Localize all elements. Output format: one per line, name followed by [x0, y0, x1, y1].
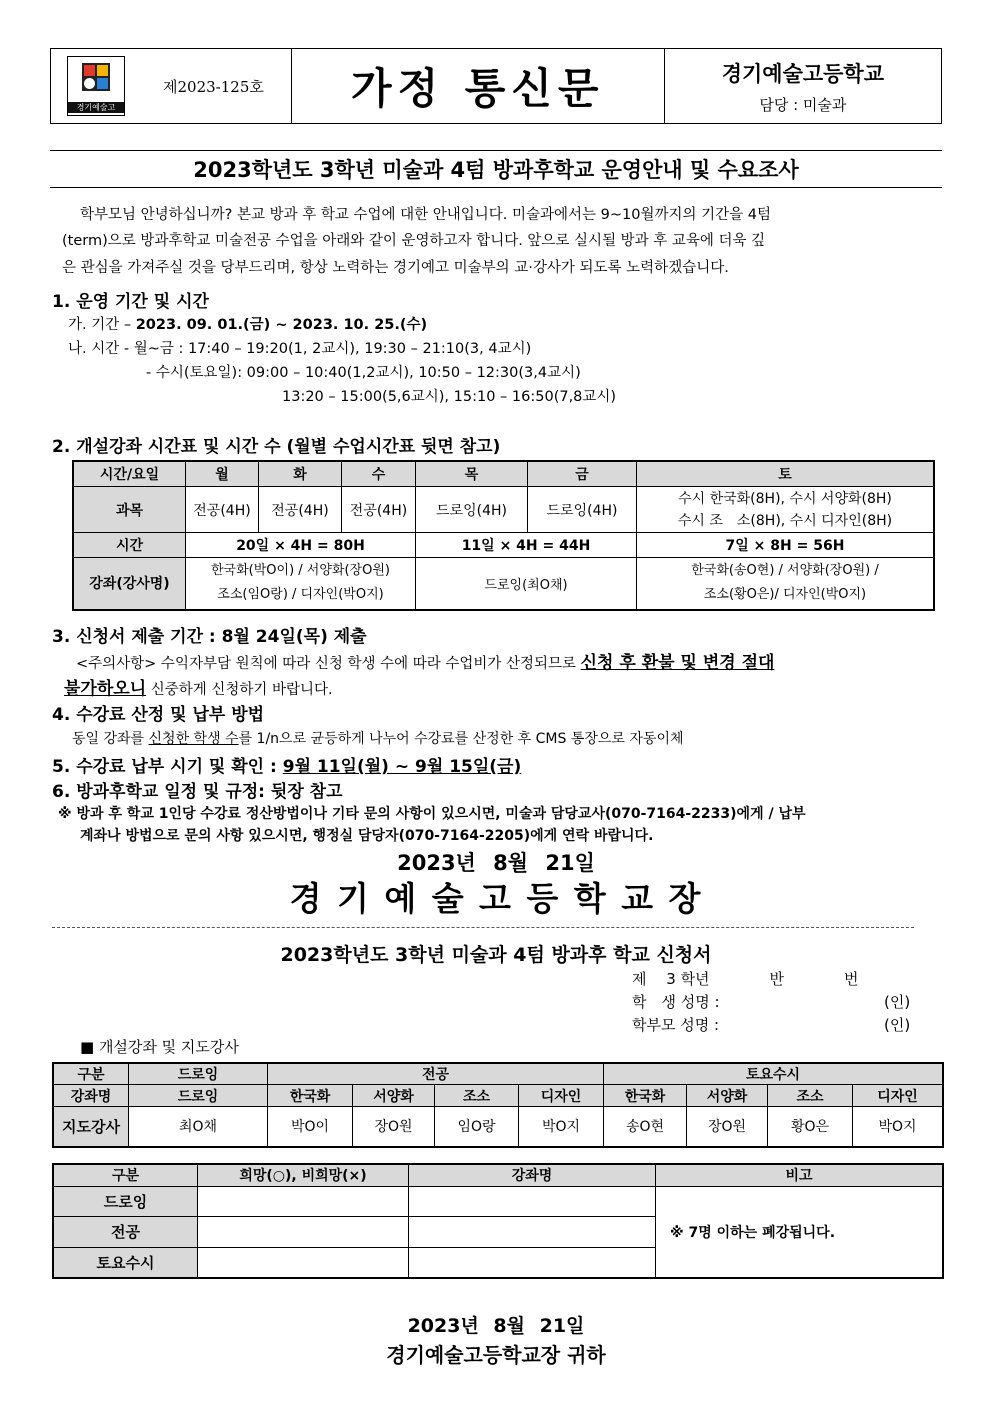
cut-line — [52, 927, 914, 928]
t2-row-header-teacher: 지도강사 — [53, 1107, 129, 1147]
row-header-subject: 과목 — [73, 487, 186, 533]
t2-teacher-sat-sculpture: 황O은 — [768, 1107, 853, 1147]
t2-header-gubun: 구분 — [53, 1063, 129, 1085]
subject-sat-line1: 수시 한국화(8H), 수시 서양화(8H) — [678, 490, 892, 507]
t2-course-sat-design: 디자인 — [853, 1085, 944, 1107]
t2-teacher-sat-design: 박O지 — [853, 1107, 944, 1147]
t2-teacher-sculpture: 임O랑 — [435, 1107, 519, 1147]
schedule-table — [72, 460, 935, 611]
t2-course-sat-korean-painting: 한국화 — [604, 1085, 687, 1107]
hours-saturday: 7일 × 8H = 56H — [637, 533, 935, 558]
subject-thu: 드로잉(4H) — [416, 487, 528, 533]
col-header-time-day: 시간/요일 — [73, 461, 186, 487]
intro-line-3: 은 관심을 가져주실 것을 당부드리며, 항상 노력하는 경기예고 미술부의 교·강사가 되도록 노력하겠습니다. — [62, 260, 729, 276]
t2-teacher-korean-painting: 박O이 — [268, 1107, 353, 1147]
student-name-label: 학 생 성명 : — [632, 993, 720, 1011]
teachers-major — [186, 558, 416, 610]
hours-drawing: 11일 × 4H = 44H — [416, 533, 637, 558]
section6-heading: 6. 방과후학교 일정 및 규정: 뒷장 참고 — [52, 782, 343, 802]
t3-row-drawing: 드로잉 — [53, 1186, 198, 1216]
logo-text: 경기예술고 — [68, 102, 124, 113]
student-seal: (인) — [884, 993, 911, 1011]
form-addressee: 경기예술고등학교장 귀하 — [386, 1343, 606, 1367]
course-teacher-table — [52, 1062, 944, 1148]
t2-teacher-drawing: 최O채 — [129, 1107, 268, 1147]
t2-course-sculpture: 조소 — [435, 1085, 519, 1107]
t2-course-western-painting: 서양화 — [353, 1085, 435, 1107]
time-line-1: 나. 시간 - 월~금 : 17:40 – 19:20(1, 2교시), 19:30 – 21:10(3, 4교시) — [68, 341, 532, 357]
teachers-saturday — [637, 558, 935, 610]
section5-heading — [52, 752, 521, 777]
t2-course-drawing: 드로잉 — [129, 1085, 268, 1107]
subject-wed: 전공(4H) — [342, 487, 416, 533]
fee-method-emphasis: 신청한 학생 수 — [148, 731, 239, 747]
t2-teacher-sat-korean-painting: 송O현 — [604, 1107, 687, 1147]
fee-method-text-1: 동일 강좌를 — [72, 731, 149, 747]
t3-wish-saturday-field[interactable] — [198, 1247, 409, 1278]
fee-method-line — [72, 728, 684, 748]
t2-course-korean-painting: 한국화 — [268, 1085, 353, 1107]
letter-title: 가정 통신문 — [351, 64, 605, 113]
form-date: 2023년 8월 21일 — [407, 1315, 585, 1337]
intro-line-2: (term)으로 방과후학교 미술전공 수업을 아래와 같이 운영하고자 합니다. 앞으로 실시될 방과 후 교육에 더욱 깊 — [62, 233, 766, 249]
caution-text: <주의사항> 수익자부담 원칙에 따라 신청 학생 수에 따라 수업비가 산정되므로 — [76, 656, 581, 672]
section1-heading: 1. 운영 기간 및 시간 — [52, 292, 209, 312]
subject-mon: 전공(4H) — [186, 487, 259, 533]
form-title: 2023학년도 3학년 미술과 4텀 방과후 학교 신청서 — [280, 944, 712, 966]
teachers-drawing: 드로잉(최O채) — [416, 558, 637, 610]
caution-emphasis-1: 신청 후 환불 및 변경 절대 — [580, 653, 775, 673]
subject-sat-line2: 수시 조 소(8H), 수시 디자인(8H) — [677, 512, 893, 529]
department: 담당 : 미술과 — [759, 95, 847, 114]
subject-sat — [637, 487, 935, 533]
school-logo — [67, 56, 125, 116]
col-header-mon: 월 — [186, 461, 259, 487]
t3-header-course: 강좌명 — [409, 1164, 656, 1186]
t3-header-wish: 희망(○), 비희망(×) — [198, 1164, 409, 1186]
t2-header-saturday: 토요수시 — [604, 1063, 944, 1085]
t2-course-design: 디자인 — [519, 1085, 604, 1107]
notice-line-1: ※ 방과 후 학교 1인당 수강료 정산방법이나 기타 문의 사항이 있으시면, 미술과 담당교사(070-7164-2233)에게 / 납부 — [58, 806, 806, 822]
principal-title: 경 기 예 술 고 등 학 교 장 — [289, 879, 703, 918]
parent-name-label: 학부모 성명 : — [632, 1016, 720, 1034]
t2-teacher-sat-western-painting: 장O원 — [687, 1107, 768, 1147]
t3-wish-major-field[interactable] — [198, 1216, 409, 1247]
letter-header — [50, 48, 942, 124]
t2-header-major: 전공 — [268, 1063, 604, 1085]
notice-line-2: 계좌나 방법으로 문의 사항 있으시면, 행정실 담당자(070-7164-2205)에게 연락 바랍니다. — [80, 828, 654, 844]
t3-remark-cell — [656, 1186, 944, 1278]
section2-heading: 2. 개설강좌 시간표 및 시간 수 (월별 수업시간표 뒷면 참고) — [52, 437, 501, 457]
t3-course-major-field[interactable] — [409, 1216, 656, 1247]
courses-section-label: ■ 개설강좌 및 지도강사 — [80, 1038, 239, 1056]
caution-text-end: 신중하게 신청하기 바랍니다. — [146, 682, 333, 698]
section4-heading: 4. 수강료 산정 및 납부 방법 — [52, 705, 265, 725]
parent-seal: (인) — [884, 1016, 911, 1034]
t3-remark-text: ※ 7명 이하는 폐강됩니다. — [670, 1224, 836, 1241]
period-label: 가. 기간 – — [68, 317, 136, 333]
section5-payment-period: 9월 11일(월) ~ 9월 15일(금) — [282, 757, 522, 777]
t2-teacher-design: 박O지 — [519, 1107, 604, 1147]
period-value: 2023. 09. 01.(금) ~ 2023. 10. 25.(수) — [135, 317, 428, 333]
col-header-sat: 토 — [637, 461, 935, 487]
caution-line-2 — [64, 674, 333, 699]
col-header-wed: 수 — [342, 461, 416, 487]
header-right — [664, 49, 941, 124]
t2-row-header-course: 강좌명 — [53, 1085, 129, 1107]
caution-emphasis-2: 불가하오니 — [64, 679, 147, 699]
col-header-fri: 금 — [528, 461, 637, 487]
t2-course-sat-western-painting: 서양화 — [687, 1085, 768, 1107]
t3-row-major: 전공 — [53, 1216, 198, 1247]
t2-header-drawing: 드로잉 — [129, 1063, 268, 1085]
t2-teacher-western-painting: 장O원 — [353, 1107, 435, 1147]
header-title-cell — [291, 49, 664, 124]
section3-heading: 3. 신청서 제출 기간 : 8월 24일(목) 제출 — [52, 627, 367, 647]
doc-title: 2023학년도 3학년 미술과 4텀 방과후학교 운영안내 및 수요조사 — [193, 158, 799, 182]
col-header-tue: 화 — [259, 461, 342, 487]
row-header-teacher: 강좌(강사명) — [73, 558, 186, 610]
issue-date: 2023년 8월 21일 — [397, 851, 595, 875]
school-name: 경기예술고등학교 — [721, 61, 885, 86]
time-line-2: - 수시(토요일): 09:00 – 10:40(1,2교시), 10:50 – 12:30(3,4교시) — [146, 365, 581, 381]
subject-fri: 드로잉(4H) — [528, 487, 637, 533]
intro-line-1: 학부모님 안녕하십니까? 본교 방과 후 학교 수업에 대한 안내입니다. 미술과에서는 9~10월까지의 기간을 4텀 — [80, 207, 771, 223]
doc-title-bar — [50, 150, 942, 188]
subject-tue: 전공(4H) — [259, 487, 342, 533]
t3-course-saturday-field[interactable] — [409, 1247, 656, 1278]
teachers-saturday-line1: 한국화(송O현) / 서양화(장O원) / — [691, 563, 879, 579]
teachers-saturday-line2: 조소(황O은)/ 디자인(박O지) — [703, 587, 867, 603]
t3-header-remark: 비고 — [656, 1164, 944, 1186]
issue-number: 제2023-125호 — [163, 77, 264, 96]
fee-method-text-2: 를 1/n으로 균등하게 나누어 수강료를 산정한 후 CMS 통장으로 자동이체 — [238, 731, 684, 747]
student-grade-line: 제 3 학년 반 번 — [632, 970, 859, 988]
period-line — [68, 313, 427, 334]
hours-major: 20일 × 4H = 80H — [186, 533, 416, 558]
teachers-major-line2: 조소(임O랑) / 디자인(박O지) — [217, 587, 384, 603]
t3-header-gubun: 구분 — [53, 1164, 198, 1186]
row-header-hours: 시간 — [73, 533, 186, 558]
col-header-thu: 목 — [416, 461, 528, 487]
section5-heading-text: 5. 수강료 납부 시기 및 확인 : — [52, 757, 283, 777]
t2-course-sat-sculpture: 조소 — [768, 1085, 853, 1107]
caution-line-1 — [76, 648, 774, 673]
t3-wish-drawing-field[interactable] — [198, 1186, 409, 1216]
time-line-3: 13:20 – 15:00(5,6교시), 15:10 – 16:50(7,8교시) — [282, 389, 617, 405]
t3-row-saturday: 토요수시 — [53, 1247, 198, 1278]
t3-course-drawing-field[interactable] — [409, 1186, 656, 1216]
application-table — [52, 1163, 944, 1279]
teachers-major-line1: 한국화(박O이) / 서양화(장O원) — [211, 563, 390, 579]
header-left — [51, 49, 292, 124]
